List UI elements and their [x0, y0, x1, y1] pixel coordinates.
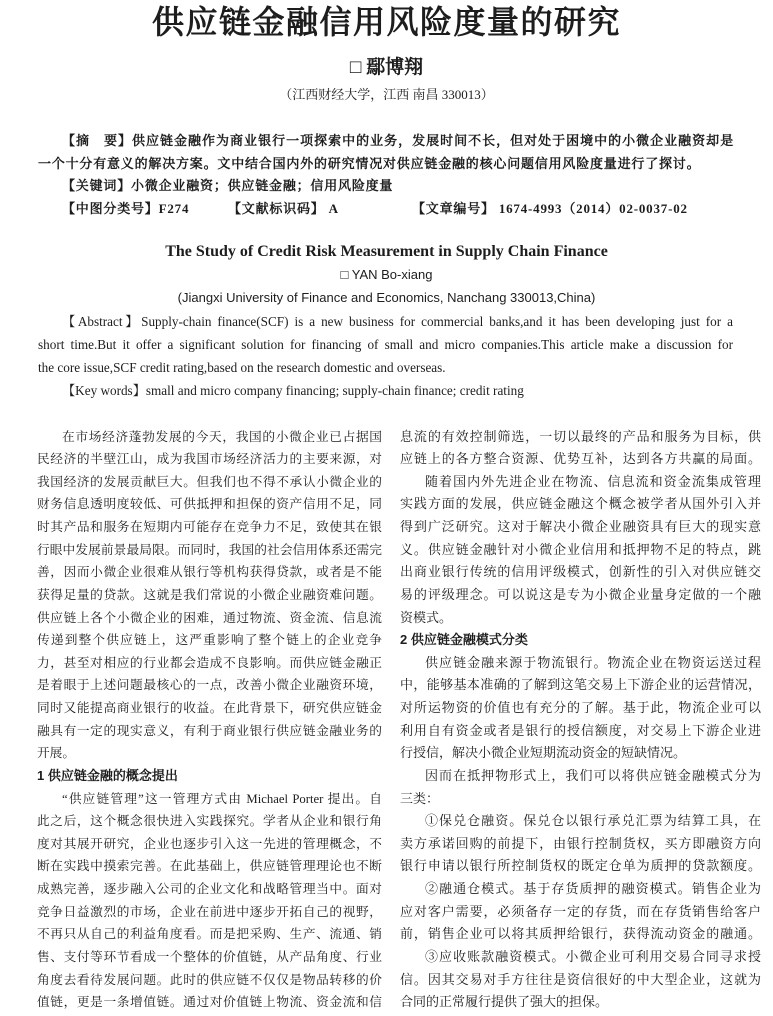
body-line: 获得足量的贷款。这就是我们常说的小微企业融资难问题。 [37, 587, 382, 602]
intro-paragraph [37, 426, 382, 765]
body-line: 供应链金融来源于物流银行。物流企业在物资运送过程 [425, 654, 761, 670]
body-line: 行授信，解决小微企业短期流动资金的短缺情况。 [400, 745, 687, 761]
body-line: 同时又能提高商业银行的收益。在此背景下，研究供应链金 [37, 701, 382, 716]
body-line: 行眼中发展前景最局限。而同时，我国的社会信用体系还需完 [37, 542, 382, 557]
section-1-paragraph-2 [400, 471, 761, 629]
abstract-line [38, 130, 734, 153]
clc-number [62, 198, 189, 221]
section-2-item-1 [400, 810, 761, 878]
document-code-value: A [328, 201, 339, 217]
body-line: 信。因其交易对手方往往是资信很好的中大型企业，这就为 [400, 971, 761, 987]
document-code-label: 【文献标识码】 [228, 201, 325, 217]
english-keywords-text: small and micro company financing; supply-chain finance; credit rating [145, 382, 524, 398]
abstract-line: the core issue,SCF credit rating,based on the research domestic and overseas. [38, 359, 446, 375]
body-line: 供应链上各个小微企业的困难，通过物流、资金流、信息流 [37, 610, 382, 625]
body-line: 时其产品和服务在短期内可能存在竞争力不足，致使其在银 [37, 520, 382, 535]
body-line: 值链，更是一条增值链。通过对价值链上物流、资金流和信 [37, 995, 382, 1010]
author-name: □ 鄢博翔 [349, 57, 424, 78]
body-line: 得到广泛研究。这对于解决小微企业融资具有巨大的现实意 [400, 519, 761, 535]
body-line: ③应收账款融资模式。小微企业可利用交易合同寻求授 [425, 948, 761, 964]
english-keywords-label: 【Key words】 [62, 382, 146, 398]
body-line: 在市场经济蓬勃发展的今天，我国的小微企业已占据国 [62, 429, 382, 444]
body-line: 此之后，这个概念很快进入实践探究。学者从企业和银行角 [37, 814, 382, 829]
abstract-line: short time.But it offer a significant solution for financing of small and micro companies.This article make a discussion for [38, 336, 733, 352]
body-line: 不再只从自己的利益角度看。而是把采购、生产、流通、销 [37, 927, 382, 942]
body-line: 应对客户需要，必须备存一定的存货，而在存货销售给客户 [400, 903, 761, 919]
body-line: 因而在抵押物形式上，我们可以将供应链金融模式分为 [425, 767, 761, 783]
article-number [412, 198, 688, 221]
body-line: 民经济的半壁江山，成为我国市场经济活力的主要来源，对 [37, 452, 382, 467]
body-line: 义。供应链金融针对小微企业信用和抵押物不足的特点，跳 [400, 541, 761, 557]
author-affiliation: （江西财经大学，江西 南昌 330013） [279, 87, 494, 102]
section-1-heading: 1 供应链金融的概念提出 [37, 767, 178, 783]
body-line: 售、支付等环节看成一个整体的价值链，从产品角度、行业 [37, 949, 382, 964]
body-line: 我国经济的发展贡献巨大。但我们也不得不承认小微企业的 [37, 474, 382, 489]
body-line: 利用自有资金或者是银行的授信额度，对交易上下游企业进 [400, 722, 761, 738]
body-line: 是着眼于上述问题最核心的一点，改善小微企业融资环境， [37, 678, 382, 693]
body-line: 财务信息透明度较低、可供抵押和担保的资产信用不足，同 [37, 497, 382, 512]
section-2-item-3 [400, 946, 761, 1014]
english-author: □ YAN Bo-xiang [340, 267, 433, 282]
body-line: 力，甚至对相应的行业都会造成不良影响。而供应链金融正 [37, 655, 382, 670]
abstract-line [38, 310, 733, 333]
body-line: 易的评级理念。可以说这是专为小微企业量身定做的一个融 [400, 586, 761, 602]
body-line: 前，销售企业可以将其质押给银行，获得流动资金的融通。 [400, 926, 761, 942]
english-title: The Study of Credit Risk Measurement in Supply Chain Finance [165, 243, 608, 260]
keywords-text: 小微企业融资；供应链金融；信用风险度量 [131, 178, 394, 194]
left-column [37, 426, 382, 1014]
english-affiliation: (Jiangxi University of Finance and Economics, Nanchang 330013,China) [177, 290, 596, 305]
body-line: 卖方承诺回购的前提下，由银行控制货权，买方即融资方向 [400, 835, 761, 851]
chinese-abstract [38, 130, 734, 221]
english-abstract [38, 310, 733, 402]
body-line: 实践方面的发展，供应链金融这个概念被学者从国外引入并 [400, 496, 761, 512]
keywords-line [38, 175, 734, 198]
body-line: 应链上的各方整合资源、优势互补，达到各方共赢的局面。 [400, 451, 761, 467]
paper-title: 供应链金融信用风险度量的研究 [151, 4, 621, 40]
clc-value: F274 [158, 201, 190, 217]
body-line: 资模式。 [400, 609, 453, 625]
article-number-label: 【文章编号】 [412, 201, 495, 217]
body-line: 度对其展开研究，企业也逐步引入这一先进的管理概念，不 [37, 836, 382, 851]
section-1-paragraph-1 [37, 788, 382, 1014]
body-line: 三类： [400, 790, 440, 806]
abstract-label: 【摘 要】 [62, 133, 133, 148]
section-2-heading: 2 供应链金融模式分类 [400, 632, 528, 648]
body-line: 成熟完善，逐步融入公司的企业文化和战略管理当中。面对 [37, 882, 382, 897]
body-line: 对所运物资的价值也有充分的了解。基于此，物流企业可以 [400, 700, 761, 716]
english-abstract-label: 【Abstract】 [62, 313, 142, 329]
document-code [228, 198, 339, 221]
body-line: 善，因而小微企业很难从银行等机构获得贷款，或者是不能 [37, 565, 382, 580]
body-line: ②融通仓模式。基于存货质押的融资模式。销售企业为 [425, 881, 761, 897]
section-2-item-2 [400, 878, 761, 946]
body-line: 合同的正常履行提供了强大的担保。 [400, 994, 609, 1010]
section-2-paragraph-1 [400, 652, 761, 765]
keywords-label: 【关键词】 [62, 178, 132, 194]
body-line: 角度去看待发展问题。此时的供应链不仅仅是物品转移的价 [37, 972, 382, 987]
body-line: 断在实践中摸索完善。在此基础上，供应链管理理论也不断 [37, 859, 382, 874]
body-line: 出商业银行传统的信用评级模式，创新性的引入对供应链交 [400, 564, 761, 580]
body-line: 融具有一定的现实意义，有利于商业银行供应链金融业务的 [37, 723, 382, 738]
article-number-value: 1674-4993（2014）02-0037-02 [498, 201, 688, 217]
abstract-line: 一个十分有意义的解决方案。文中结合国内外的研究情况对供应链金融的核心问题信用风险度量进行了探讨。 [38, 155, 701, 171]
body-line: 传递到整个供应链上，这严重影响了整个链上的企业竞争 [37, 633, 382, 648]
body-line: 竞争日益激烈的市场，企业在前进中逐步开拓自己的视野， [37, 904, 382, 919]
right-column [400, 426, 761, 1014]
body-line: 息流的有效控制筛选，一切以最终的产品和服务为目标，供 [400, 428, 761, 444]
english-keywords-line [38, 379, 733, 402]
body-line: 开展。 [37, 746, 76, 761]
section-2-paragraph-2 [400, 765, 761, 810]
english-abstract-text: Supply-chain finance(SCF) is a new business for commercial banks,and it has been developing just for a [141, 313, 733, 329]
section-1-paragraph-1-continued [400, 426, 761, 471]
body-line: 随着国内外先进企业在物流、信息流和资金流集成管理 [425, 473, 761, 489]
abstract-text: 供应链金融作为商业银行一项探索中的业务，发展时间不长，但对处于困境中的小微企业融资却是 [132, 133, 734, 148]
body-line: 中，能够基本准确的了解到这笔交易上下游企业的运营情况， [400, 677, 761, 693]
body-line: 银行申请以银行所控制货权的既定仓单为质押的贷款额度。 [400, 858, 761, 874]
classification-line [38, 198, 734, 221]
body-line: ①保兑仓融资。保兑仓以银行承兑汇票为结算工具，在 [425, 813, 761, 829]
body-line: “供应链管理”这一管理方式由 Michael Porter 提出。自 [62, 791, 382, 806]
clc-label: 【中图分类号】 [62, 201, 159, 217]
